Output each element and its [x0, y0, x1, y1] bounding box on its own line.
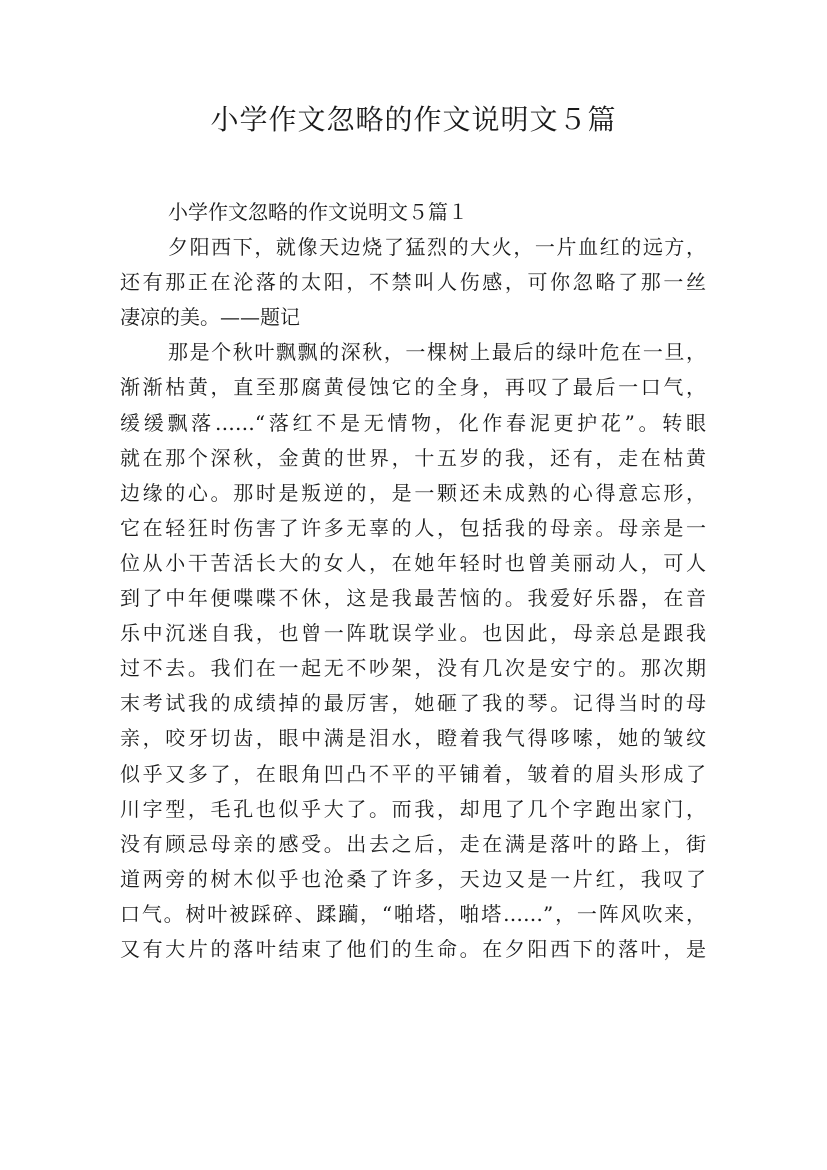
text-line: 过不去。我们在一起无不吵架，没有几次是安宁的。那次期 — [120, 656, 706, 681]
section-subtitle: 小学作文忽略的作文说明文５篇１ — [168, 200, 468, 224]
paragraph-2 — [120, 335, 706, 967]
text-line: 口气。树叶被踩碎、蹂躏，“啪塔，啪塔……”，一阵风吹来， — [120, 901, 706, 926]
text-line: 边缘的心。那时是叛逆的，是一颗还未成熟的心得意忘形， — [120, 480, 706, 505]
text-line: 夕阳西下，就像天边烧了猛烈的大火，一片血红的远方， — [168, 235, 706, 260]
text-line: 又有大片的落叶结束了他们的生命。在夕阳西下的落叶，是 — [120, 936, 706, 961]
document-title: 小学作文忽略的作文说明文５篇 — [210, 103, 617, 136]
text-line: 就在那个深秋，金黄的世界，十五岁的我，还有，走在枯黄 — [120, 445, 706, 470]
text-line: 渐渐枯黄，直至那腐黄侵蚀它的全身，再叹了最后一口气， — [120, 375, 706, 400]
text-line: 没有顾忌母亲的感受。出去之后，走在满是落叶的路上，街 — [120, 831, 706, 856]
text-line: 到了中年便喋喋不休，这是我最苦恼的。我爱好乐器，在音 — [120, 586, 706, 611]
text-line: 道两旁的树木似乎也沧桑了许多，天边又是一片红，我叹了 — [120, 866, 706, 891]
text-line: 末考试我的成绩掉的最厉害，她砸了我的琴。记得当时的母 — [120, 691, 706, 716]
text-line: 缓缓飘落……“落红不是无情物，化作春泥更护花”。转眼 — [120, 410, 706, 435]
document-body — [120, 195, 706, 967]
text-line: 那是个秋叶飘飘的深秋，一棵树上最后的绿叶危在一旦， — [168, 340, 706, 365]
paragraph-1 — [120, 230, 706, 335]
text-line: 它在轻狂时伤害了许多无辜的人，包括我的母亲。母亲是一 — [120, 515, 706, 540]
text-line: 位从小干苦活长大的女人，在她年轻时也曾美丽动人，可人 — [120, 550, 706, 575]
text-line: 还有那正在沦落的太阳，不禁叫人伤感，可你忽略了那一丝 — [120, 270, 706, 295]
text-line: 似乎又多了，在眼角凹凸不平的平铺着，皱着的眉头形成了 — [120, 761, 706, 786]
text-line: 凄凉的美。——题记 — [120, 305, 300, 330]
text-line: 川字型，毛孔也似乎大了。而我，却甩了几个字跑出家门， — [120, 796, 706, 821]
text-line: 乐中沉迷自我，也曾一阵耽误学业。也因此，母亲总是跟我 — [120, 621, 706, 646]
text-line: 亲，咬牙切齿，眼中满是泪水，瞪着我气得哆嗦，她的皱纹 — [120, 726, 706, 751]
